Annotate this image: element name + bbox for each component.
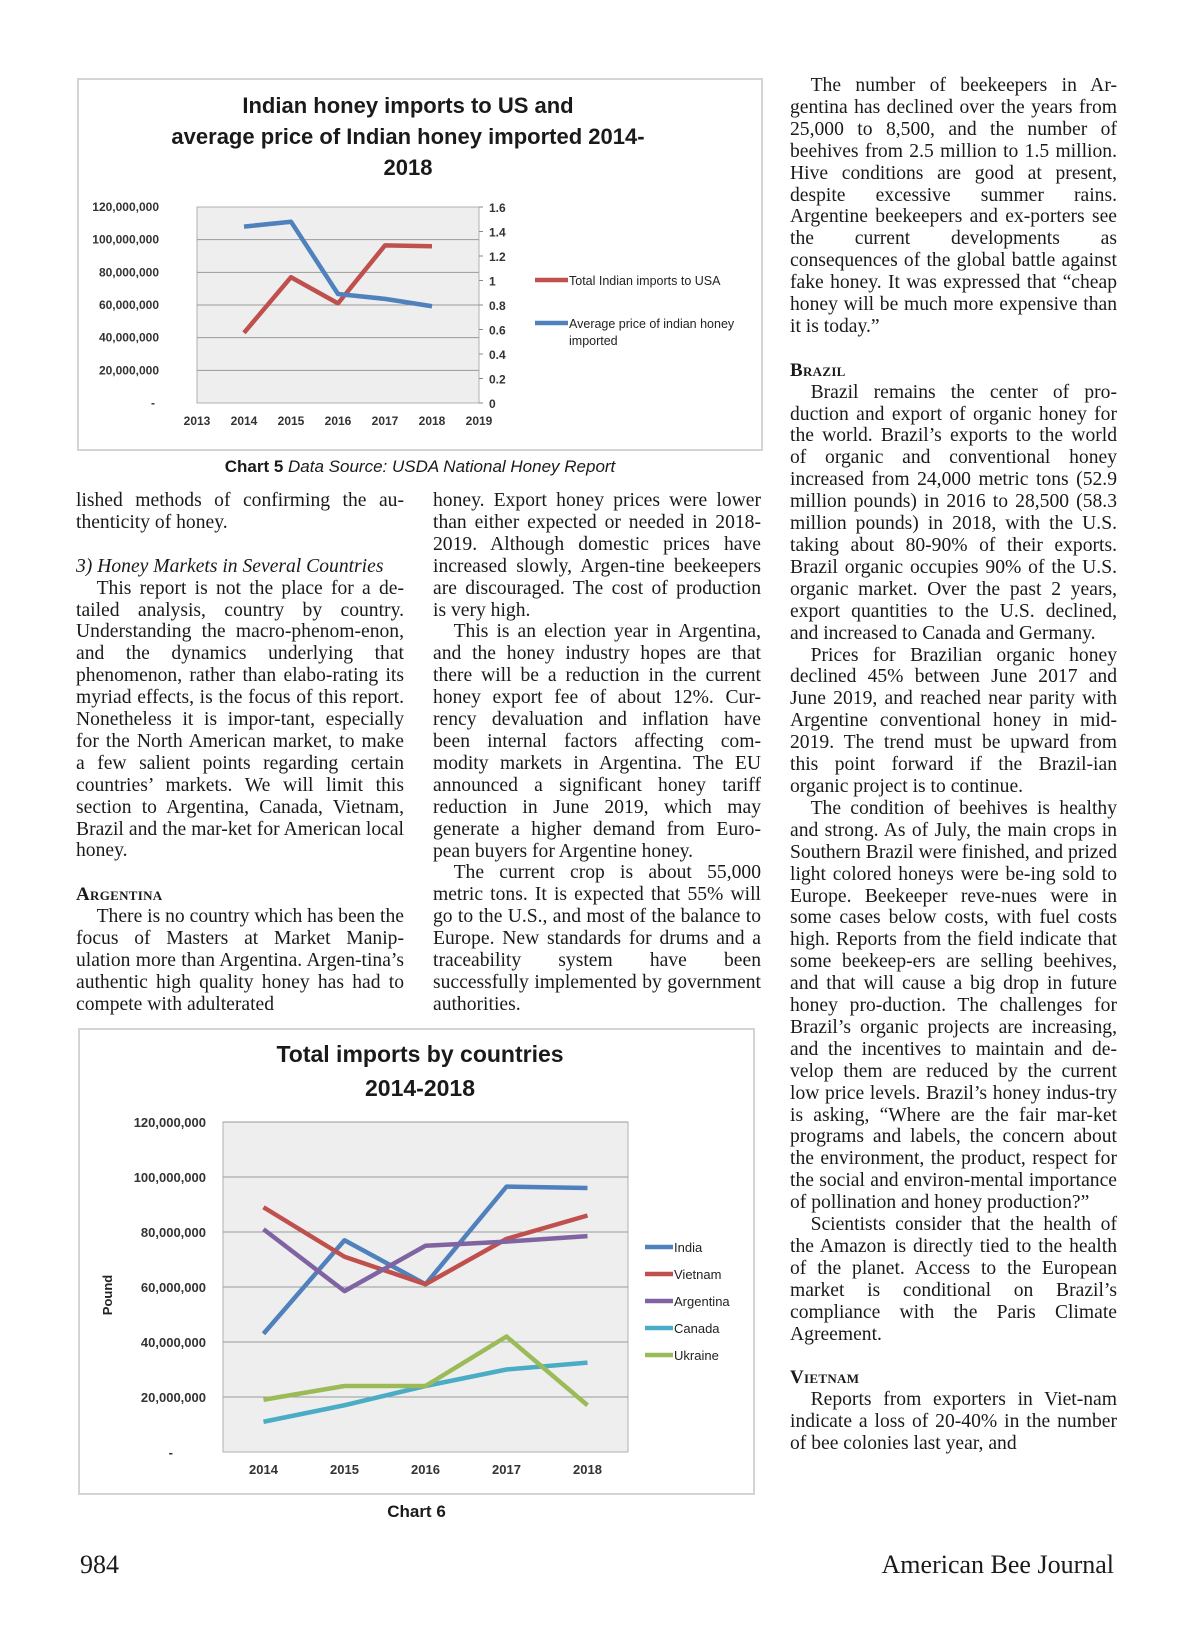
y-tick-label: 120,000,000	[92, 200, 159, 214]
legend-label: Vietnam	[674, 1267, 722, 1282]
paragraph: lished methods of confirming the au-thenticity of honey.	[76, 490, 404, 533]
x-tick-label: 2014	[249, 1462, 278, 1477]
legend-label: Ukraine	[674, 1348, 719, 1363]
chart-6-caption	[78, 1502, 755, 1522]
y2-tick-label: 1.6	[489, 201, 506, 215]
middle-column	[433, 490, 761, 1016]
chart-6-label: Chart 6	[387, 1502, 446, 1521]
vietnam-heading: Vietnam	[790, 1367, 860, 1389]
x-tick-label: 2017	[371, 414, 399, 428]
y2-tick-label: 0	[489, 397, 496, 411]
page-number: 984	[80, 1550, 119, 1579]
chart-5-svg	[79, 80, 761, 449]
y-tick-label: 80,000,000	[140, 1225, 206, 1240]
paragraph: The number of beekeepers in Ar-gentina has declined over the years from 25,000 to 8,500, and the number of beehives from 2.5 million to 1.5 million. Hive conditions are good at present, despite excessive summer rains. Argentine beekeepers and ex-porters see the current developments as consequences of the global battle against fake honey. It was expressed that “cheap honey will be much more expensive than it is today.”	[790, 75, 1117, 337]
paragraph: Prices for Brazilian organic honey declined 45% between June 2017 and June 2019, and reached near parity with Argentine conventional honey in mid-2019. The trend must be upward from this point forward if the Brazil-ian organic project is to continue.	[790, 644, 1117, 797]
left-column	[76, 490, 404, 1016]
y2-tick-label: 1.4	[489, 225, 506, 240]
y-tick-label: 20,000,000	[140, 1390, 206, 1405]
y-tick-label: 60,000,000	[98, 298, 159, 312]
legend-label: Average price of indian honey	[569, 317, 735, 331]
chart-5-source: Data Source: USDA National Honey Report	[288, 457, 616, 476]
chart-title-line: average price of Indian honey imported 2014-	[171, 124, 645, 149]
paragraph: honey. Export honey prices were lower than either expected or needed in 2018-2019. Although domestic prices have increased slowly, Argen-tine beekeepers are discouraged. The cost of production is very high.	[433, 490, 761, 621]
y-tick-label: 100,000,000	[133, 1170, 206, 1185]
legend-label: Canada	[674, 1321, 720, 1336]
x-tick-label: 2016	[411, 1462, 440, 1477]
argentina-heading: Argentina	[76, 884, 163, 906]
chart-6-total-imports-by-country	[78, 1028, 755, 1495]
x-tick-label: 2013	[183, 414, 211, 428]
x-tick-label: 2019	[465, 414, 493, 428]
chart-title-line: Indian honey imports to US and	[242, 93, 574, 118]
legend-label: India	[674, 1240, 703, 1255]
journal-name: American Bee Journal	[881, 1550, 1114, 1579]
x-tick-label: 2014	[230, 414, 258, 428]
y2-tick-label: 1.2	[489, 250, 506, 264]
x-tick-label: 2015	[330, 1462, 359, 1477]
legend-label: Total Indian imports to USA	[569, 274, 721, 288]
x-tick-label: 2016	[324, 414, 352, 428]
y2-tick-label: 0.6	[489, 323, 506, 338]
x-tick-label: 2018	[573, 1462, 602, 1477]
paragraph: Reports from exporters in Viet-nam indicate a loss of 20-40% in the number of bee colonies last year, and	[790, 1389, 1117, 1455]
x-tick-label: 2018	[418, 414, 446, 428]
y-tick-label: 40,000,000	[98, 330, 159, 345]
brazil-heading: Brazil	[790, 359, 846, 381]
y2-tick-label: 0.8	[489, 299, 506, 313]
chart-5-caption	[77, 457, 763, 477]
chart-title-line: 2014-2018	[365, 1075, 475, 1101]
y-tick-label: -	[151, 396, 155, 410]
y-tick-label: 60,000,000	[140, 1280, 206, 1295]
paragraph: This report is not the place for a de-tailed analysis, country by country. Understanding the macro-phenom-enon, and the dynamics underlying that phenomenon, rather than elabo-rating its myriad effects, is the focus of this report. Nonetheless it is impor-tant, especially for the North American market, to make a few salient points regarding certain countries’ markets. We will limit this section to Argentina, Canada, Vietnam, Brazil and the mar-ket for American local honey.	[76, 577, 404, 862]
paragraph: The current crop is about 55,000 metric tons. It is expected that 55% will go to the U.S., and most of the balance to Europe. New standards for drums and a traceability system have been successfully implemented by government authorities.	[433, 862, 761, 1015]
paragraph: There is no country which has been the focus of Masters at Market Manip-ulation more than Argentina. Argen-tina’s authentic high quality honey has had to compete with adulterated	[76, 906, 404, 1015]
legend-label: imported	[569, 334, 618, 348]
paragraph: Brazil remains the center of pro-duction and export of organic honey for the world. Brazil’s exports to the world of organic and conventional honey increased from 24,000 metric tons (52.9 million pounds) in 2016 to 28,500 (58.3 million pounds) in 2018, with the U.S. taking about 80-90% of their exports. Brazil organic occupies 90% of the U.S. organic market. Over the past 2 years, export quantities to the U.S. declined, and increased to Canada and Germany.	[790, 381, 1117, 644]
chart-5-indian-honey-imports	[77, 78, 763, 451]
x-tick-label: 2017	[492, 1462, 521, 1477]
chart-6-svg	[80, 1030, 753, 1493]
paragraph: Scientists consider that the health of the Amazon is directly tied to the health of the planet. Access to the European market is conditional on Brazil’s compliance with the Paris Climate Agreement.	[790, 1214, 1117, 1345]
y-tick-label: -	[168, 1445, 173, 1460]
y2-tick-label: 1	[489, 274, 496, 289]
chart-title-line: 2018	[383, 155, 433, 180]
y-tick-label: 20,000,000	[98, 363, 159, 378]
paragraph: The condition of beehives is healthy and strong. As of July, the main crops in Southern Brazil were finished, and prized light colored honeys were be-ing sold to Europe. Beekeeper reve-nues were in some cases below costs, with fuel costs high. Reports from the field indicate that some beekeep-ers are selling beehives, and that will cause a big drop in future honey pro-duction. The challenges for Brazil’s organic projects are increasing, and the incentives to maintain and de-velop them are reduced by the current low price levels. Brazil’s honey indus-try is asking, “Where are the fair mar-ket programs and labels, the concern about the environment, the product, respect for the social and environ-mental importance of pollination and honey production?”	[790, 797, 1117, 1214]
x-tick-label: 2015	[277, 414, 305, 428]
y-tick-label: 100,000,000	[92, 232, 159, 247]
paragraph: This is an election year in Argentina, and the honey industry hopes are that there will be a reduction in the current honey export fee of about 12%. Cur-rency devaluation and inflation have been internal factors affecting com-modity markets in Argentina. The EU announced a significant honey tariff reduction in June 2019, which may generate a higher demand from Euro-pean buyers for Argentine honey.	[433, 621, 761, 862]
y-tick-label: 120,000,000	[133, 1115, 206, 1130]
right-column	[790, 75, 1117, 1455]
y2-tick-label: 0.2	[489, 372, 506, 387]
y-tick-label: 80,000,000	[98, 265, 159, 280]
chart-title-line: Total imports by countries	[276, 1041, 564, 1067]
legend-label: Argentina	[674, 1294, 730, 1309]
section-subhead: 3) Honey Markets in Several Countries	[76, 555, 384, 577]
y2-tick-label: 0.4	[489, 348, 506, 362]
chart-5-label: Chart 5	[224, 457, 284, 476]
y-axis-label: Pound	[100, 1274, 115, 1316]
y-tick-label: 40,000,000	[140, 1335, 206, 1350]
